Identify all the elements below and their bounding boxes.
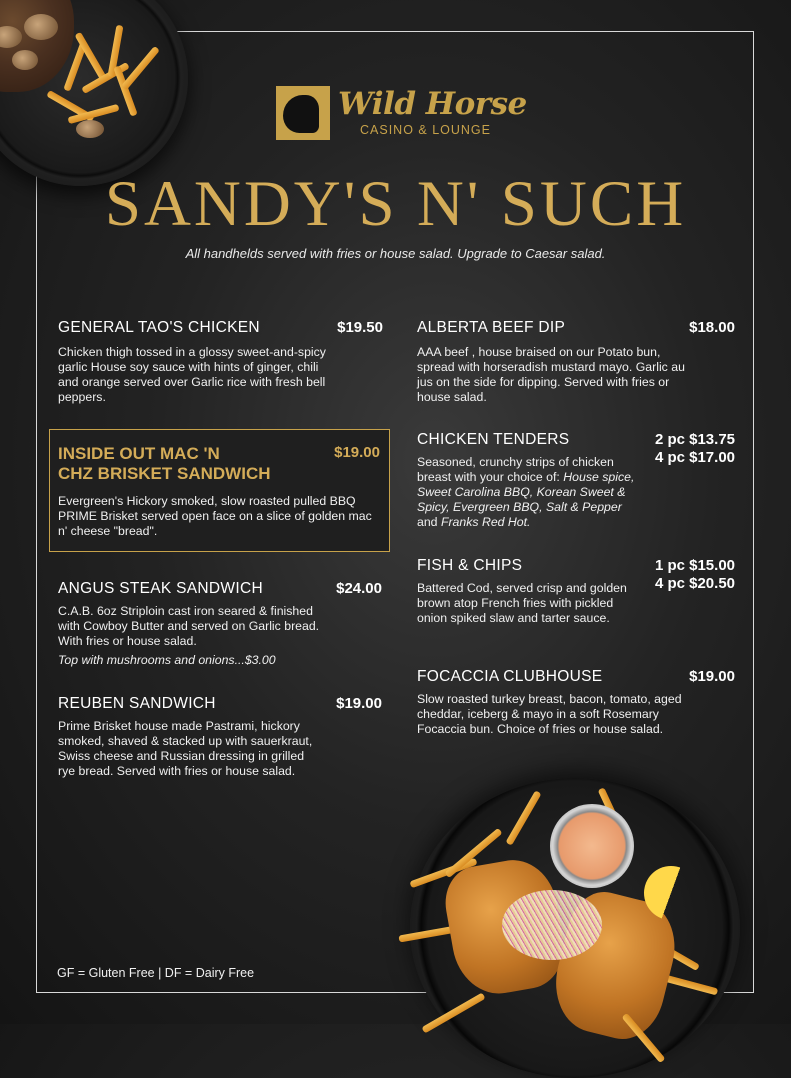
item-addon: Top with mushrooms and onions...$3.00 (58, 653, 276, 667)
item-price: $24.00 (336, 580, 382, 597)
featured-item-description: Evergreen's Hickory smoked, slow roasted pulled BBQ PRIME Brisket served open face on a slice of golden mac n' cheese "bread". (58, 494, 372, 538)
item-name: GENERAL TAO'S CHICKEN (58, 319, 260, 336)
item-price-secondary: 4 pc $17.00 (654, 449, 735, 466)
featured-item-price: $19.00 (334, 444, 380, 461)
item-price: $19.50 (337, 319, 383, 336)
featured-name-line1: INSIDE OUT MAC 'N (58, 444, 220, 463)
item-description: Chicken thigh tossed in a glossy sweet-and-spicy garlic House soy sauce with hints of ginger, chili and orange served over Garlic rice with fresh bell peppers. (58, 345, 326, 404)
item-description: Prime Brisket house made Pastrami, hickory smoked, shaved & stacked up with sauerkraut, Swiss cheese and Russian dressing in grilled rye bread. Served with fries or house salad. (58, 719, 313, 778)
featured-name-line2: CHZ BRISKET SANDWICH (58, 464, 271, 483)
item-price: $18.00 (689, 319, 735, 336)
item-description: Slow roasted turkey breast, bacon, tomato, aged cheddar, iceberg & mayo in a soft Rosemary Focaccia bun. Choice of fries or house salad. (417, 692, 682, 736)
featured-item-name (58, 444, 271, 484)
item-name: REUBEN SANDWICH (58, 695, 216, 712)
dietary-legend: GF = Gluten Free | DF = Dairy Free (57, 966, 255, 980)
item-name: ALBERTA BEEF DIP (417, 319, 566, 336)
fish-chips-plate-image (410, 778, 740, 1078)
page-title: SANDY'S N' SUCH (104, 168, 687, 240)
item-description: Battered Cod, served crisp and golden brown atop French fries with pickled onion spiked slaw and tarter sauce. (417, 581, 627, 625)
brand-subtitle: CASINO & LOUNGE (360, 123, 491, 137)
wild-horse-logo (276, 86, 527, 144)
page-subtitle: All handhelds served with fries or house salad. Upgrade to Caesar salad. (185, 246, 606, 261)
horse-head-logo-icon (276, 86, 330, 140)
featured-menu-item (49, 429, 390, 552)
item-name: FISH & CHIPS (417, 557, 523, 574)
item-description: AAA beef , house braised on our Potato bun, spread with horseradish mustard mayo. Garlic au jus on the side for dipping. Served with fries or house salad. (417, 345, 685, 404)
item-name: FOCACCIA CLUBHOUSE (417, 668, 603, 685)
item-price-secondary: 4 pc $20.50 (654, 575, 735, 592)
item-description: Seasoned, crunchy strips of chicken breast with your choice of: House spice, Sweet Carolina BBQ, Korean Sweet & Spicy, Evergreen BBQ, Salt & Pepper and Franks Red Hot. (417, 455, 635, 529)
item-price: $19.00 (336, 695, 382, 712)
item-name: CHICKEN TENDERS (417, 431, 570, 448)
brand-name: Wild Horse (338, 86, 527, 122)
item-price: 2 pc $13.75 (654, 431, 735, 448)
item-price: 1 pc $15.00 (654, 557, 735, 574)
item-price: $19.00 (689, 668, 735, 685)
item-name: ANGUS STEAK SANDWICH (58, 580, 263, 597)
item-description: C.A.B. 6oz Striploin cast iron seared & finished with Cowboy Butter and served on Garlic bread. With fries or house salad. (58, 604, 320, 648)
